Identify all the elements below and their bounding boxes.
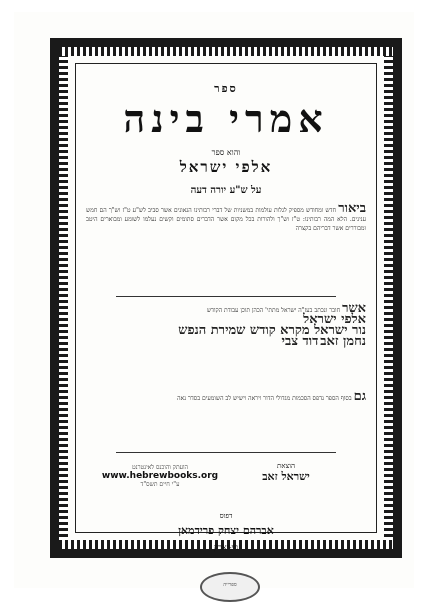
- gam-paragraph: [86, 389, 366, 404]
- stamp-text: ספרייה: [223, 582, 237, 588]
- asher-paragraph: [86, 301, 366, 349]
- nur-line: נור ישראל מקרא קודש שמירת הנפש: [178, 323, 366, 338]
- printer-block: [76, 512, 376, 552]
- digitization-credit: [90, 464, 230, 488]
- ornamental-border: [50, 38, 402, 558]
- library-stamp: [200, 572, 260, 602]
- hotzaah-label: הוצאת: [277, 462, 295, 470]
- asher-text: חובר ונכתב בעז"ה ישראל מתתי' הכהן תוכן עבודת הקודש: [206, 307, 341, 314]
- alfei-line: אלפי ישראל: [303, 312, 366, 327]
- section-divider: [116, 452, 336, 453]
- biur-text: חדש ומחודש מספיק לגלות עולמות במשניות של דברי רבותינו הגאונים אשר סביב לש"ע ט"ז וש"ך הם חמש ענינים. הלא המה רבותינו: ט"ז וש"ך ולהורות בכל מקום אשר הדברים סתומים וקשים נעלמו לשומע ומבוארים היטב ומבוררים אשר דבריהם בקצרה: [86, 207, 366, 232]
- asher-lead: אשר: [342, 301, 366, 316]
- publisher-name-block: [226, 462, 346, 483]
- book-title: אמרי בינה: [123, 96, 329, 141]
- hebrewbooks-link[interactable]: www.hebrewbooks.org: [101, 471, 219, 481]
- credit-line: הועתק והוכנס לאינטרנט: [132, 464, 188, 471]
- title-page-content: [75, 63, 377, 552]
- defus-label: דפוס: [219, 512, 233, 520]
- gam-lead: גם: [353, 389, 366, 404]
- print-place: נוי-יארק: [213, 543, 239, 552]
- subtitle-main: אלפי ישראל: [179, 158, 273, 176]
- publisher-name: ישראל זאב: [262, 470, 310, 483]
- printer-name: אברהם יצחק פרידמאן: [178, 524, 274, 537]
- page-sheet: [14, 12, 414, 588]
- section-divider: [116, 296, 336, 297]
- biur-paragraph: [86, 201, 366, 233]
- subtitle-intro: והוא ספר: [211, 148, 241, 157]
- gam-text: בסוף הספר נדפס הסכמות מגדולי הדור ויראה וישיש לב השומעים בסדר נאה: [177, 395, 352, 402]
- biur-lead: ביאור: [338, 201, 366, 216]
- david-zvi-name: דוד צבי: [281, 334, 319, 349]
- sefer-label: ספר: [214, 82, 238, 95]
- subtitle-on: על ש"ע יורה דעה: [190, 185, 262, 196]
- naaman-zev-name: נחמן זאב: [320, 334, 366, 349]
- credit-subline: ע"י חיים תשס"ד: [140, 481, 180, 488]
